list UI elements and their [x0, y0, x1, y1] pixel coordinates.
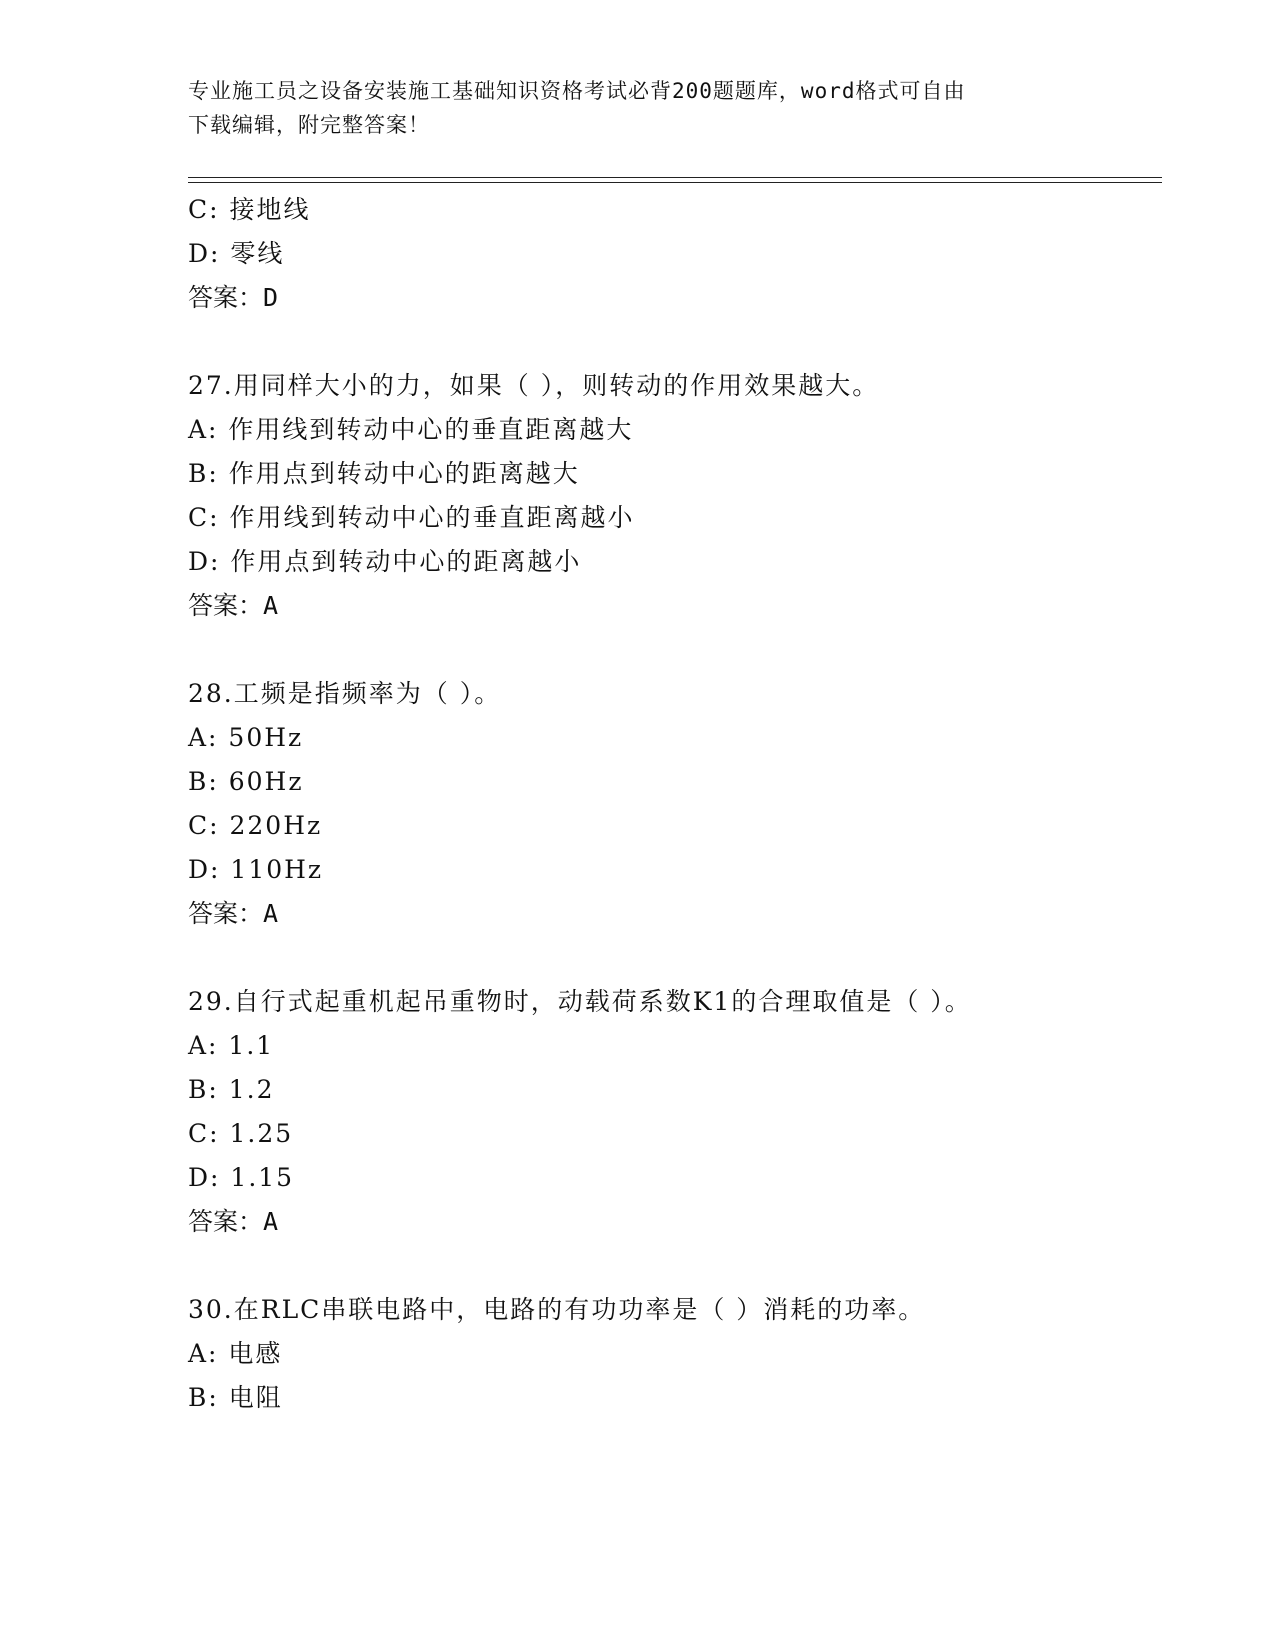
q28-option-d: D: 110Hz	[188, 855, 324, 884]
q28-option-a: A: 50Hz	[188, 723, 304, 752]
header-divider-top	[188, 177, 1162, 178]
q27-answer: 答案：A	[188, 591, 279, 620]
q27-option-d: D: 作用点到转动中心的距离越小	[188, 547, 582, 576]
q28-option-c: C: 220Hz	[188, 811, 323, 840]
q29-option-d: D: 1.15	[188, 1163, 295, 1192]
q28-answer: 答案：A	[188, 899, 279, 928]
q29-option-b: B: 1.2	[188, 1075, 275, 1104]
q26-option-d: D: 零线	[188, 239, 285, 268]
q27-option-c: C: 作用线到转动中心的垂直距离越小	[188, 503, 635, 532]
q26-option-c: C: 接地线	[188, 195, 311, 224]
header-line-1: 专业施工员之设备安装施工基础知识资格考试必背200题题库，word格式可自由	[188, 79, 966, 103]
q27-question: 27.用同样大小的力，如果（ ），则转动的作用效果越大。	[188, 371, 880, 400]
q30-option-a: A: 电感	[188, 1339, 283, 1368]
q29-answer: 答案：A	[188, 1207, 279, 1236]
document-header	[188, 74, 1088, 142]
q29-question: 29.自行式起重机起吊重物时，动载荷系数K1的合理取值是（ ）。	[188, 987, 972, 1016]
q27-option-b: B: 作用点到转动中心的距离越大	[188, 459, 580, 488]
q28-option-b: B: 60Hz	[188, 767, 304, 796]
q28-question: 28.工频是指频率为（ ）。	[188, 679, 502, 708]
header-divider-bottom	[188, 182, 1162, 183]
q27-option-a: A: 作用线到转动中心的垂直距离越大	[188, 415, 634, 444]
q29-option-c: C: 1.25	[188, 1119, 294, 1148]
q29-option-a: A: 1.1	[188, 1031, 275, 1060]
header-line-2: 下载编辑，附完整答案！	[188, 113, 430, 137]
q30-question: 30.在RLC串联电路中，电路的有功功率是（ ）消耗的功率。	[188, 1295, 926, 1324]
q26-answer: 答案：D	[188, 283, 279, 312]
q30-option-b: B: 电阻	[188, 1383, 283, 1412]
